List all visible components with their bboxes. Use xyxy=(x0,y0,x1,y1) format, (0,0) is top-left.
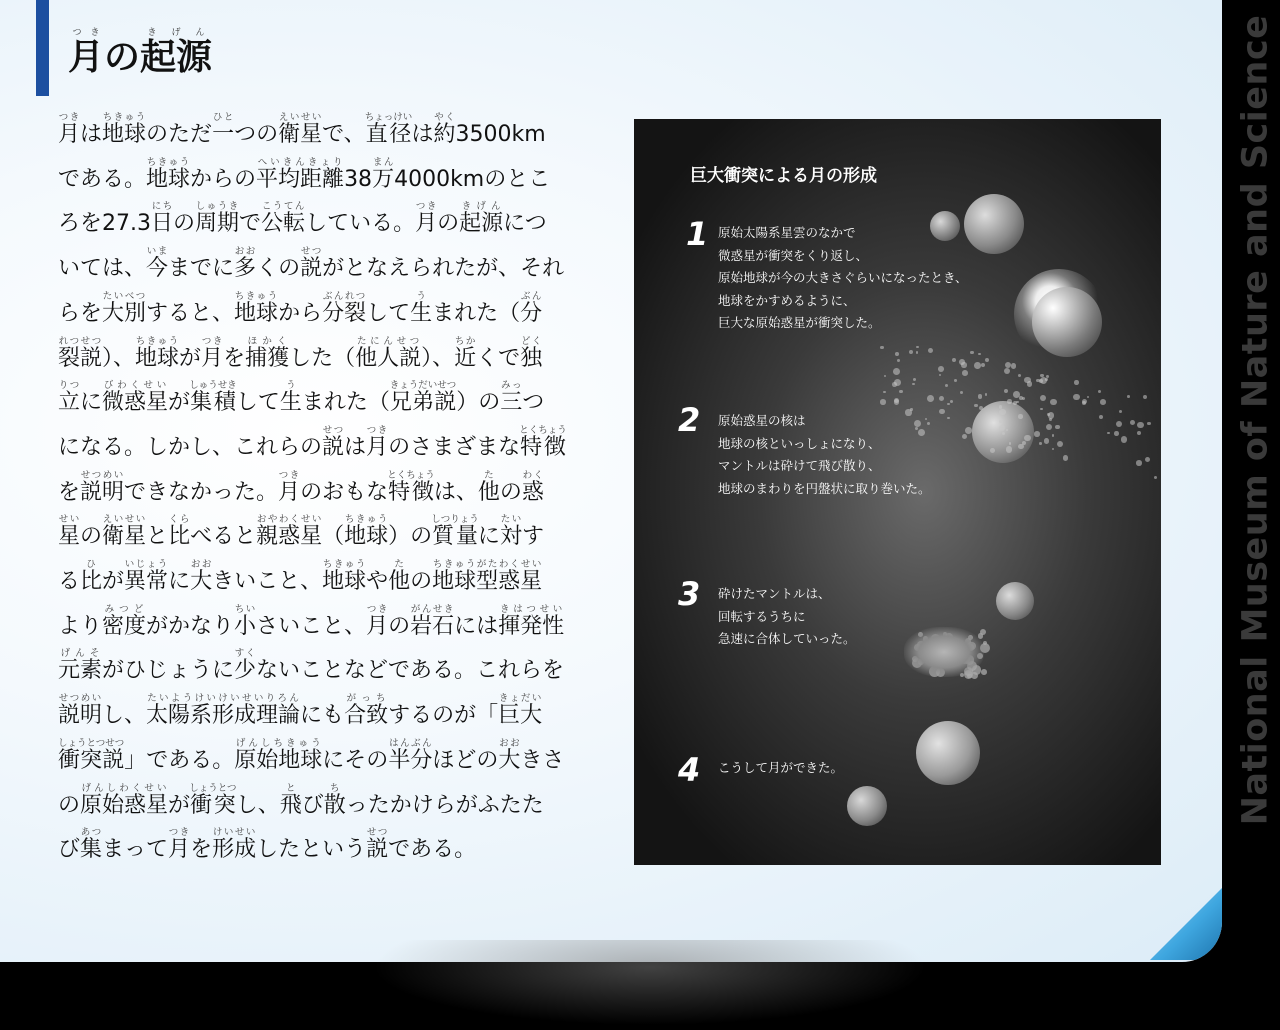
moon-formation-figure xyxy=(634,119,1161,865)
body-line: び集あつまって月つきを形成けいせいしたという説せつである。 xyxy=(58,827,477,863)
debris-particle xyxy=(1055,425,1059,429)
debris-particle xyxy=(1116,421,1122,427)
debris-particle xyxy=(895,352,899,356)
debris-particle xyxy=(884,375,886,377)
page-curl xyxy=(1150,880,1222,960)
debris-particle xyxy=(1044,438,1049,443)
debris-particle xyxy=(912,383,914,385)
debris-particle xyxy=(1073,394,1079,400)
body-line: る比ひが異常いじょうに大おおきいこと、地球ちきゅうや他たの地球型惑星ちきゅうがたわくせい xyxy=(58,559,543,595)
debris-particle xyxy=(965,427,972,434)
debris-particle xyxy=(1130,420,1136,426)
debris-particle xyxy=(978,353,980,355)
debris-particle xyxy=(1005,362,1011,368)
debris-particle xyxy=(947,417,950,420)
debris-particle xyxy=(999,409,1006,416)
step-4-number: 4 xyxy=(678,751,701,789)
debris-particle xyxy=(981,363,985,367)
debris-particle xyxy=(1050,399,1057,406)
debris-particle xyxy=(939,374,941,376)
debris-particle xyxy=(985,358,989,362)
debris-particle xyxy=(978,394,983,399)
debris-particle xyxy=(999,420,1002,423)
debris-particle xyxy=(938,366,944,372)
debris-particle xyxy=(1004,368,1010,374)
body-line: 説明せつめいし、太陽系形成理論たいようけいけいせいりろんにも合致がっちするのが「巨大きょだい xyxy=(58,693,543,729)
microplanet-large xyxy=(964,194,1024,254)
debris-particle xyxy=(892,382,897,387)
debris-particle xyxy=(1049,418,1052,421)
debris-particle xyxy=(897,359,900,362)
title-accent-bar xyxy=(36,0,49,96)
debris-particle xyxy=(999,405,1003,409)
debris-particle xyxy=(947,403,950,406)
moon xyxy=(847,786,887,826)
step-2-number: 2 xyxy=(678,401,701,439)
forming-moon-small xyxy=(996,582,1034,620)
proto-earth xyxy=(1032,287,1102,357)
debris-particle xyxy=(916,351,918,353)
bottom-glow xyxy=(350,940,950,1030)
article-body xyxy=(58,112,598,872)
body-line: らを大別たいべつすると、地球ちきゅうから分裂ぶんれつして生うまれた（分ぶん xyxy=(58,290,543,326)
debris-particle xyxy=(1143,395,1147,399)
debris-particle xyxy=(1007,399,1012,404)
debris-particle xyxy=(1039,379,1043,383)
debris-particle xyxy=(913,378,916,381)
debris-particle xyxy=(916,346,918,348)
debris-particle xyxy=(1063,455,1068,460)
debris-particle xyxy=(981,669,987,675)
debris-particle xyxy=(1052,448,1054,450)
museum-name-vertical: National Museum of Nature and Science xyxy=(1235,14,1276,826)
debris-particle xyxy=(883,391,885,393)
debris-particle xyxy=(1011,363,1017,369)
debris-particle xyxy=(1045,378,1048,381)
debris-particle xyxy=(974,362,981,369)
debris-particle xyxy=(939,396,944,401)
debris-particle xyxy=(1087,396,1089,398)
debris-particle xyxy=(1024,377,1030,383)
debris-particle xyxy=(894,399,899,404)
body-line: 立りつに微惑星びわくせいが集積しゅうせきして生うまれた（兄弟説きょうだいせつ）の三みっつ xyxy=(58,380,545,416)
body-line: 月つきは地球ちきゅうのただ一ひとつの衛星えいせいで、直径ちょっけいは約やく3500km xyxy=(58,112,546,147)
step-4-text: こうして月ができた。 xyxy=(718,760,844,775)
aggregating-debris xyxy=(904,627,984,677)
debris-particle xyxy=(962,434,967,439)
debris-particle xyxy=(962,370,968,376)
debris-particle xyxy=(1013,391,1020,398)
debris-particle xyxy=(1099,415,1103,419)
debris-particle xyxy=(1145,457,1150,462)
debris-particle xyxy=(880,399,885,404)
body-line: 衝突説しょうとつせつ」である。原始地球げんしちきゅうにその半分はんぶんほどの大おおきさ xyxy=(58,737,565,773)
debris-particle xyxy=(899,390,902,393)
debris-particle xyxy=(1018,374,1021,377)
debris-particle xyxy=(927,395,934,402)
debris-particle xyxy=(1147,422,1151,426)
debris-particle xyxy=(1039,442,1042,445)
debris-particle xyxy=(1098,390,1101,393)
debris-particle xyxy=(1057,441,1063,447)
body-line: 元素げんそがひじょうに少すくないことなどである。これらを xyxy=(58,648,565,684)
debris-particle xyxy=(1006,446,1012,452)
debris-particle xyxy=(1100,399,1106,405)
debris-particle xyxy=(1040,408,1043,411)
step-3-text: 砕けたマントルは、 回転するうちに 急速に合体していった。 xyxy=(718,586,856,646)
debris-particle xyxy=(1114,431,1119,436)
debris-particle xyxy=(1034,431,1040,437)
step-1-text: 原始太陽系星雲のなかで 微惑星が衝突をくり返し、 原始地球が今の大きさぐらいになったとき、 地球をかすめるように、 巨大な原始惑星が衝突した。 xyxy=(718,225,968,330)
debris-particle xyxy=(1046,375,1049,378)
debris-particle xyxy=(970,351,974,355)
debris-particle xyxy=(1040,395,1046,401)
step-1-number: 1 xyxy=(686,215,709,253)
debris-particle xyxy=(974,404,977,407)
debris-particle xyxy=(1052,434,1055,437)
body-line: 星せいの衛星えいせいと比くらべると親惑星おやわくせい（地球ちきゅう）の質量しつりょうに対たいす xyxy=(58,514,544,550)
debris-particle xyxy=(1154,476,1157,479)
debris-particle xyxy=(954,379,957,382)
earth xyxy=(916,721,980,785)
debris-particle xyxy=(1121,436,1128,443)
body-line: より密度みつどがかなり小ちいさいこと、月つきの岩石がんせきには揮発性きはつせい xyxy=(58,603,565,639)
debris-particle xyxy=(1119,410,1122,413)
debris-particle xyxy=(950,400,953,403)
debris-particle xyxy=(1082,399,1087,404)
debris-particle xyxy=(1127,395,1130,398)
debris-particle xyxy=(960,391,963,394)
debris-particle xyxy=(979,406,983,410)
figure-title: 巨大衝突による月の形成 xyxy=(690,166,877,186)
debris-particle xyxy=(1018,414,1022,418)
debris-particle xyxy=(1048,412,1054,418)
debris-particle xyxy=(1016,401,1018,403)
debris-particle xyxy=(961,362,967,368)
debris-particle xyxy=(990,448,995,453)
debris-particle xyxy=(1018,444,1024,450)
body-line: の原始惑星げんしわくせいが衝突しょうとつし、飛とび散ちったかけらがふたた xyxy=(58,782,544,818)
debris-particle xyxy=(952,358,956,362)
debris-particle xyxy=(1004,389,1008,393)
body-line: 裂説れつせつ）、地球ちきゅうが月つきを捕獲ほかくした（他人説たにんせつ）、近ちかくで独どく xyxy=(58,335,543,371)
debris-particle xyxy=(1136,460,1142,466)
debris-particle xyxy=(945,384,948,387)
body-line: ろを27.3日にちの周期しゅうきで公転こうてんしている。月つきの起源きげんにつ xyxy=(58,201,547,237)
debris-particle xyxy=(928,348,933,353)
debris-particle xyxy=(1022,397,1025,400)
body-line: を説明せつめいできなかった。月つきのおもな特徴とくちょうは、他たの惑わく xyxy=(58,469,544,505)
debris-particle xyxy=(1074,380,1078,384)
body-line: になる。しかし、これらの説せつは月つきのさまざまな特徴とくちょう xyxy=(58,424,567,460)
step-3-number: 3 xyxy=(678,575,701,613)
debris-particle xyxy=(1046,424,1052,430)
debris-particle xyxy=(909,350,913,354)
debris-particle xyxy=(1137,422,1144,429)
body-line: である。地球ちきゅうからの平均距離へいきんきょり38万まん4000kmのとこ xyxy=(58,156,551,192)
debris-particle xyxy=(1137,431,1141,435)
debris-particle xyxy=(985,393,987,395)
body-line: いては、今いままでに多おおくの説せつがとなえられたが、それ xyxy=(58,246,565,282)
debris-particle xyxy=(939,409,945,415)
page-title: 月つきの起源きげん xyxy=(68,28,213,78)
debris-particle xyxy=(1107,432,1109,434)
debris-particle xyxy=(893,368,900,375)
debris-particle xyxy=(880,346,884,350)
step-2-text: 原始惑星の核は 地球の核といっしょになり、 マントルは砕けて飛び散り、 地球のまわりを円盤状に取り巻いた。 xyxy=(718,413,931,496)
